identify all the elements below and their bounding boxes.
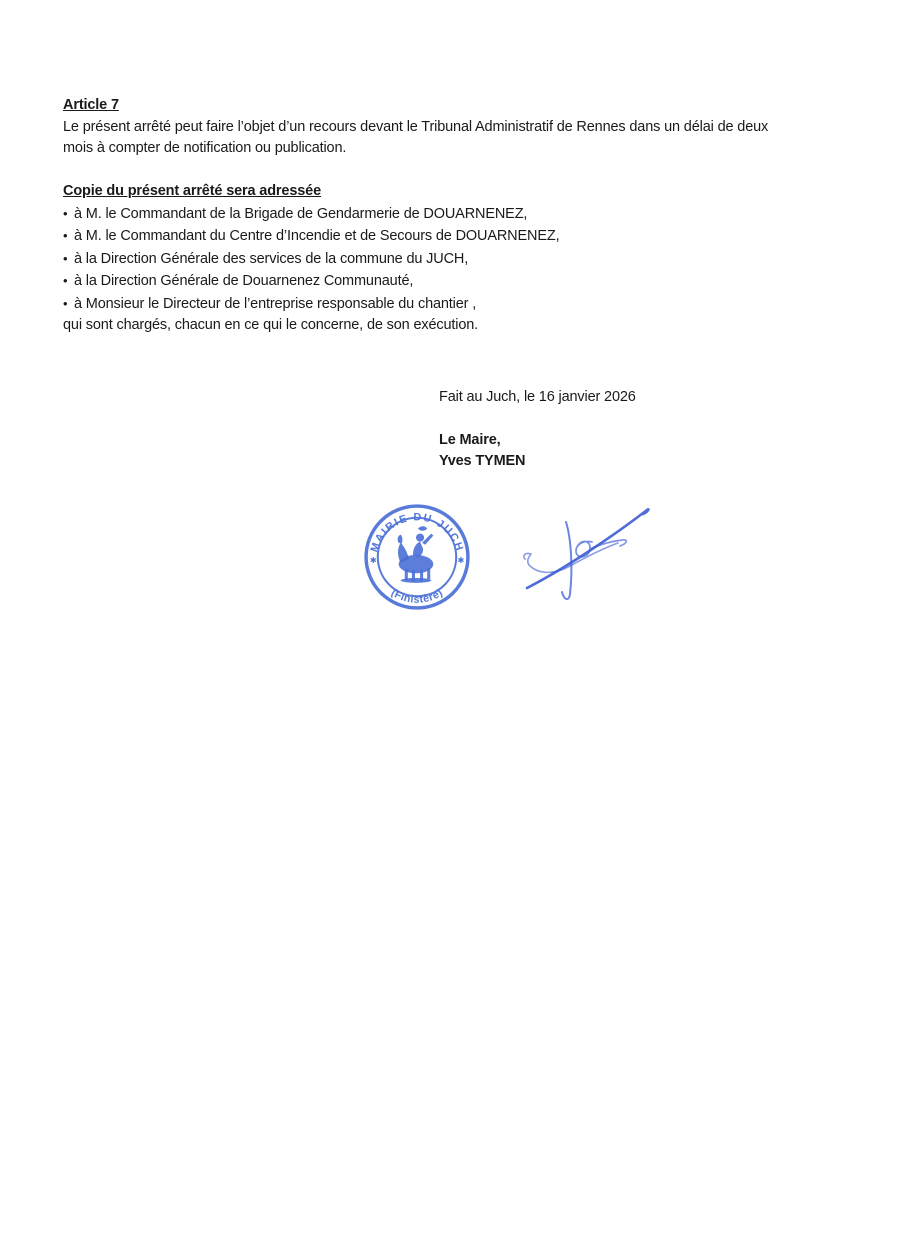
bullet-icon: • — [63, 228, 68, 243]
main-text-block — [63, 95, 863, 337]
place-date-line: Fait au Juch, le 16 janvier 2026 — [439, 389, 636, 405]
signer-identity — [439, 430, 759, 473]
bullet-icon: • — [63, 273, 68, 288]
list-item — [63, 225, 863, 248]
article-7-body-line: Le présent arrêté peut faire l’objet d’un recours devant le Tribunal Administratif de Rennes dans un délai de deux — [63, 118, 769, 135]
stamp-top-text: MAIRIE DU JUCH — [368, 511, 466, 554]
signer-title: Le Maire, — [439, 431, 501, 448]
list-item-text: à Monsieur le Directeur de l’entreprise responsable du chantier , — [74, 295, 477, 312]
bullet-icon: • — [63, 295, 68, 311]
stamp-emblem-knight-icon — [398, 526, 434, 583]
list-item-text: à M. le Commandant de la Brigade de Gendarmerie de DOUARNENEZ, — [74, 205, 528, 222]
copy-section-heading: Copie du présent arrêté sera adressée — [63, 183, 321, 199]
bullet-icon: • — [63, 250, 68, 266]
list-item — [63, 270, 863, 293]
list-item — [63, 293, 863, 316]
list-item-text: à M. le Commandant du Centre d’Incendie et de Secours de DOUARNENEZ, — [74, 228, 560, 244]
closing-line: qui sont chargés, chacun en ce qui le concerne, de son exécution. — [63, 317, 479, 333]
stamp-bottom-text: (Finistère) — [388, 586, 446, 606]
recipient-list — [63, 203, 863, 316]
list-item — [63, 248, 863, 271]
list-item-text: à la Direction Générale des services de la commune du JUCH, — [74, 250, 469, 267]
stamp-star-icon: ✱ — [457, 556, 465, 566]
town-stamp — [362, 502, 472, 612]
blank-line — [63, 160, 863, 182]
list-item-text: à la Direction Générale de Douarnenez Communauté, — [74, 273, 414, 289]
stamp-star-icon: ✱ — [369, 556, 377, 566]
article-7-body-line: mois à compter de notification ou publication. — [63, 140, 347, 156]
article-7-heading: Article 7 — [63, 97, 119, 113]
list-item — [63, 203, 863, 226]
signature-graphic — [516, 496, 658, 608]
bullet-icon: • — [63, 205, 68, 221]
signature-block — [439, 387, 759, 473]
signer-name: Yves TYMEN — [439, 453, 526, 469]
